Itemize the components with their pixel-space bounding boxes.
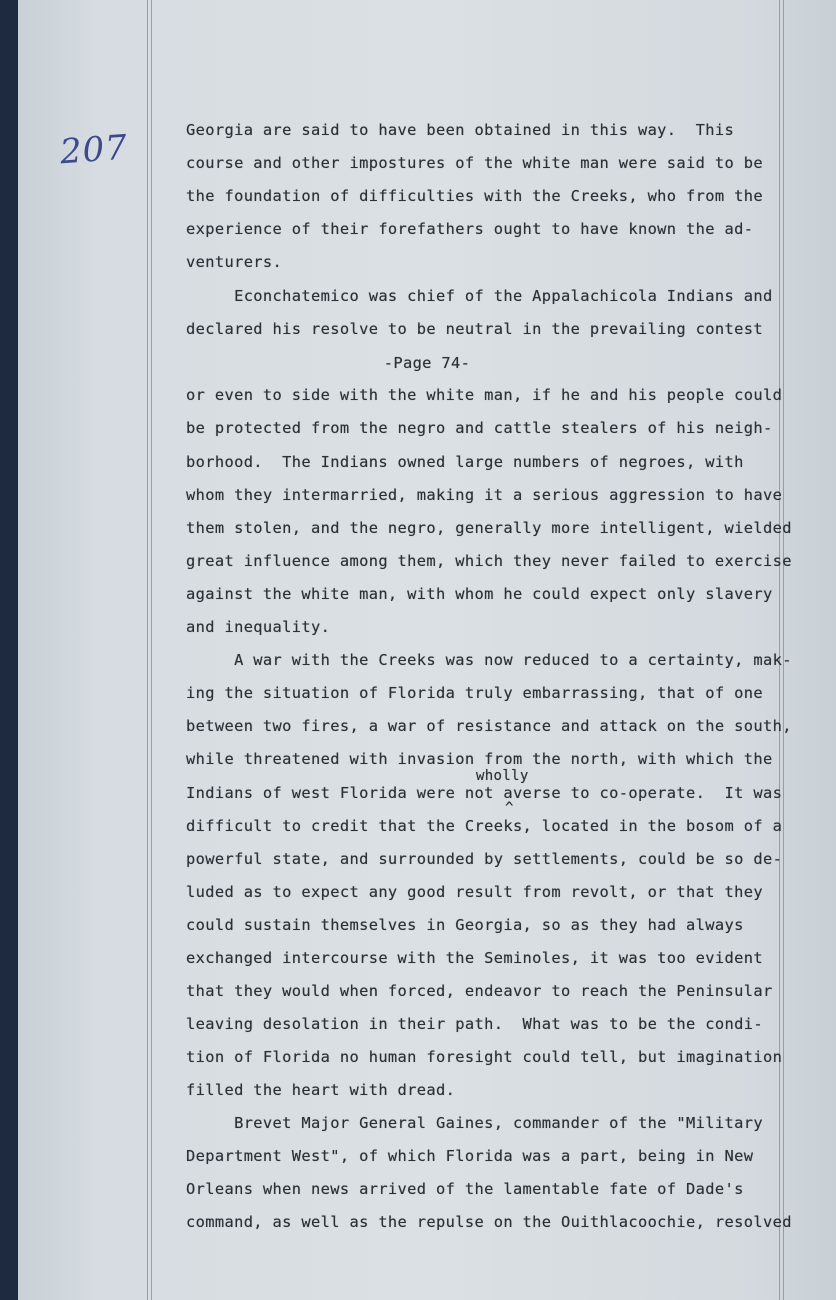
text-line: could sustain themselves in Georgia, so as they had always xyxy=(186,916,744,934)
text-line: Indians of west Florida were not averse to co-operate. It was xyxy=(186,784,783,802)
handwritten-page-number: 207 xyxy=(58,127,130,173)
right-margin-line-outer xyxy=(783,0,784,1300)
insertion-caret: ^ xyxy=(505,800,514,816)
page-marker: -Page 74- xyxy=(383,354,471,372)
text-line: command, as well as the repulse on the Ouithlacoochie, resolved xyxy=(186,1213,792,1231)
text-line: Orleans when news arrived of the lamentable fate of Dade's xyxy=(186,1180,744,1198)
text-line: be protected from the negro and cattle stealers of his neigh- xyxy=(186,419,773,437)
left-margin-line-inner xyxy=(151,0,152,1300)
text-line: whom they intermarried, making it a serious aggression to have xyxy=(186,486,783,504)
left-margin-line xyxy=(147,0,148,1300)
text-line: ing the situation of Florida truly embarrassing, that of one xyxy=(186,684,763,702)
text-line: and inequality. xyxy=(186,618,331,636)
text-line: that they would when forced, endeavor to reach the Peninsular xyxy=(186,982,773,1000)
text-line: filled the heart with dread. xyxy=(186,1081,456,1099)
text-line: great influence among them, which they never failed to exercise xyxy=(186,552,792,570)
text-line: the foundation of difficulties with the Creeks, who from the xyxy=(186,187,763,205)
text-line: Econchatemico was chief of the Appalachicola Indians and xyxy=(186,287,773,305)
text-line: A war with the Creeks was now reduced to a certainty, mak- xyxy=(186,651,792,669)
text-line: while threatened with invasion from the north, with which the xyxy=(186,750,773,768)
text-line: venturers. xyxy=(186,253,283,271)
text-line: Brevet Major General Gaines, commander of the "Military xyxy=(186,1114,763,1132)
text-line: course and other impostures of the whitе man were said to be xyxy=(186,154,763,172)
text-line: leaving desolation in their path. What was to be the condi- xyxy=(186,1015,763,1033)
text-line: Georgia are said to have been obtained in this way. This xyxy=(186,121,735,139)
text-line: them stolen, and the negro, generally more intelligent, wielded xyxy=(186,519,792,537)
text-line: Department West", of which Florida was a part, being in New xyxy=(186,1147,754,1165)
text-line: against the white man, with whom he could expect only slavery xyxy=(186,585,773,603)
text-line: tion of Florida no human foresight could tell, but imagination xyxy=(186,1048,783,1066)
text-line: luded as to expect any good result from revolt, or that they xyxy=(186,883,763,901)
text-line: exchanged intercourse with the Seminoles, it was too evident xyxy=(186,949,763,967)
text-line: or even to side with the white man, if he and his people could xyxy=(186,386,783,404)
right-margin-line xyxy=(779,0,780,1300)
text-line: experience of their forefathers ought to have known the ad- xyxy=(186,220,754,238)
text-line: powerful state, and surrounded by settlements, could be so de- xyxy=(186,850,783,868)
text-line: declared his resolve to be neutral in the prevailing contest xyxy=(186,320,763,338)
text-line: between two fires, a war of resistance and attack on the south, xyxy=(186,717,792,735)
text-line: difficult to credit that the Creeks, located in the bosom of a xyxy=(186,817,783,835)
typed-page xyxy=(18,0,836,1300)
text-line: borhood. The Indians owned large numbers of negroes, with xyxy=(186,453,744,471)
handwritten-insertion: wholly xyxy=(476,768,529,784)
